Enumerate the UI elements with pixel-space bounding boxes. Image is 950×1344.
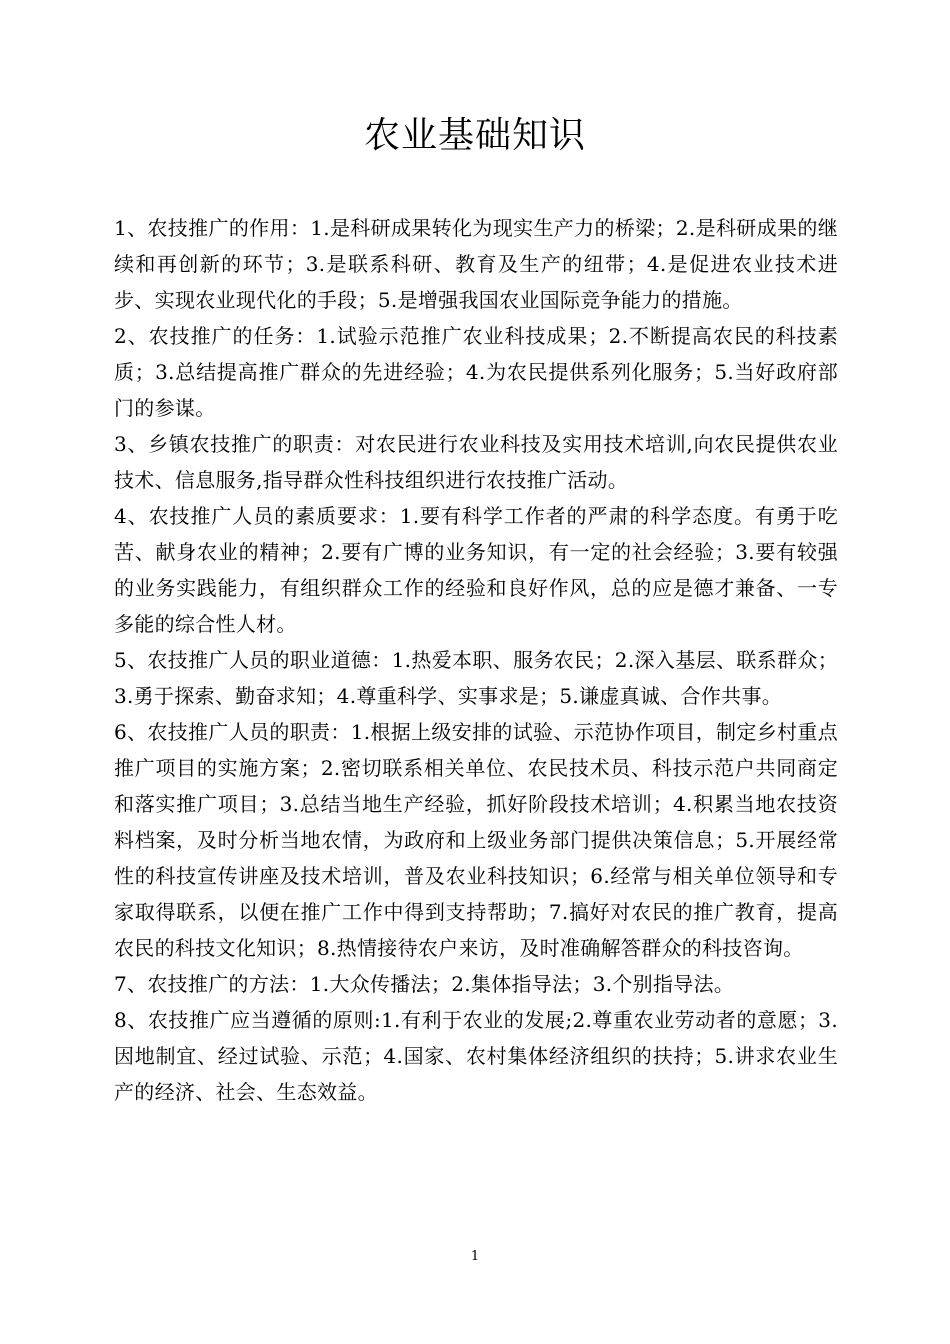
paragraph-8: 8、农技推广应当遵循的原则:1.有利于农业的发展;2.尊重农业劳动者的意愿；3.因地制宜、经过试验、示范；4.国家、农村集体经济组织的扶持；5.讲求农业生产的经济、社会、生态效益。 [114, 1008, 838, 1104]
page-number: 1 [470, 1249, 480, 1264]
paragraph-3: 3、乡镇农技推广的职责：对农民进行农业科技及实用技术培训,向农民提供农业技术、信息服务,指导群众性科技组织进行农技推广活动。 [114, 432, 838, 492]
paragraph-5: 5、农技推广人员的职业道德：1.热爱本职、服务农民；2.深入基层、联系群众；3.勇于探索、勤奋求知；4.尊重科学、实事求是；5.谦虚真诚、合作共事。 [114, 648, 838, 708]
paragraph-2: 2、农技推广的任务：1.试验示范推广农业科技成果；2.不断提高农民的科技素质；3.总结提高推广群众的先进经验；4.为农民提供系列化服务；5.当好政府部门的参谋。 [114, 324, 838, 420]
document-body [114, 210, 838, 1110]
paragraph-1: 1、农技推广的作用：1.是科研成果转化为现实生产力的桥梁；2.是科研成果的继续和再创新的环节；3.是联系科研、教育及生产的纽带；4.是促进农业技术进步、实现农业现代化的手段；5.是增强我国农业国际竞争能力的措施。 [114, 216, 838, 312]
document-title: 农业基础知识 [363, 115, 586, 156]
paragraph-4: 4、农技推广人员的素质要求：1.要有科学工作者的严肃的科学态度。有勇于吃苦、献身农业的精神；2.要有广博的业务知识，有一定的社会经验；3.要有较强的业务实践能力，有组织群众工作的经验和良好作风，总的应是德才兼备、一专多能的综合性人材。 [114, 504, 838, 636]
paragraph-7: 7、农技推广的方法：1.大众传播法；2.集体指导法；3.个别指导法。 [114, 972, 735, 996]
paragraph-6: 6、农技推广人员的职责：1.根据上级安排的试验、示范协作项目，制定乡村重点推广项目的实施方案；2.密切联系相关单位、农民技术员、科技示范户共同商定和落实推广项目；3.总结当地生产经验，抓好阶段技术培训；4.积累当地农技资料档案，及时分析当地农情，为政府和上级业务部门提供决策信息；5.开展经常性的科技宣传讲座及技术培训，普及农业科技知识；6.经常与相关单位领导和专家取得联系，以便在推广工作中得到支持帮助；7.搞好对农民的推广教育，提高农民的科技文化知识；8.热情接待农户来访，及时准确解答群众的科技咨询。 [114, 720, 838, 960]
